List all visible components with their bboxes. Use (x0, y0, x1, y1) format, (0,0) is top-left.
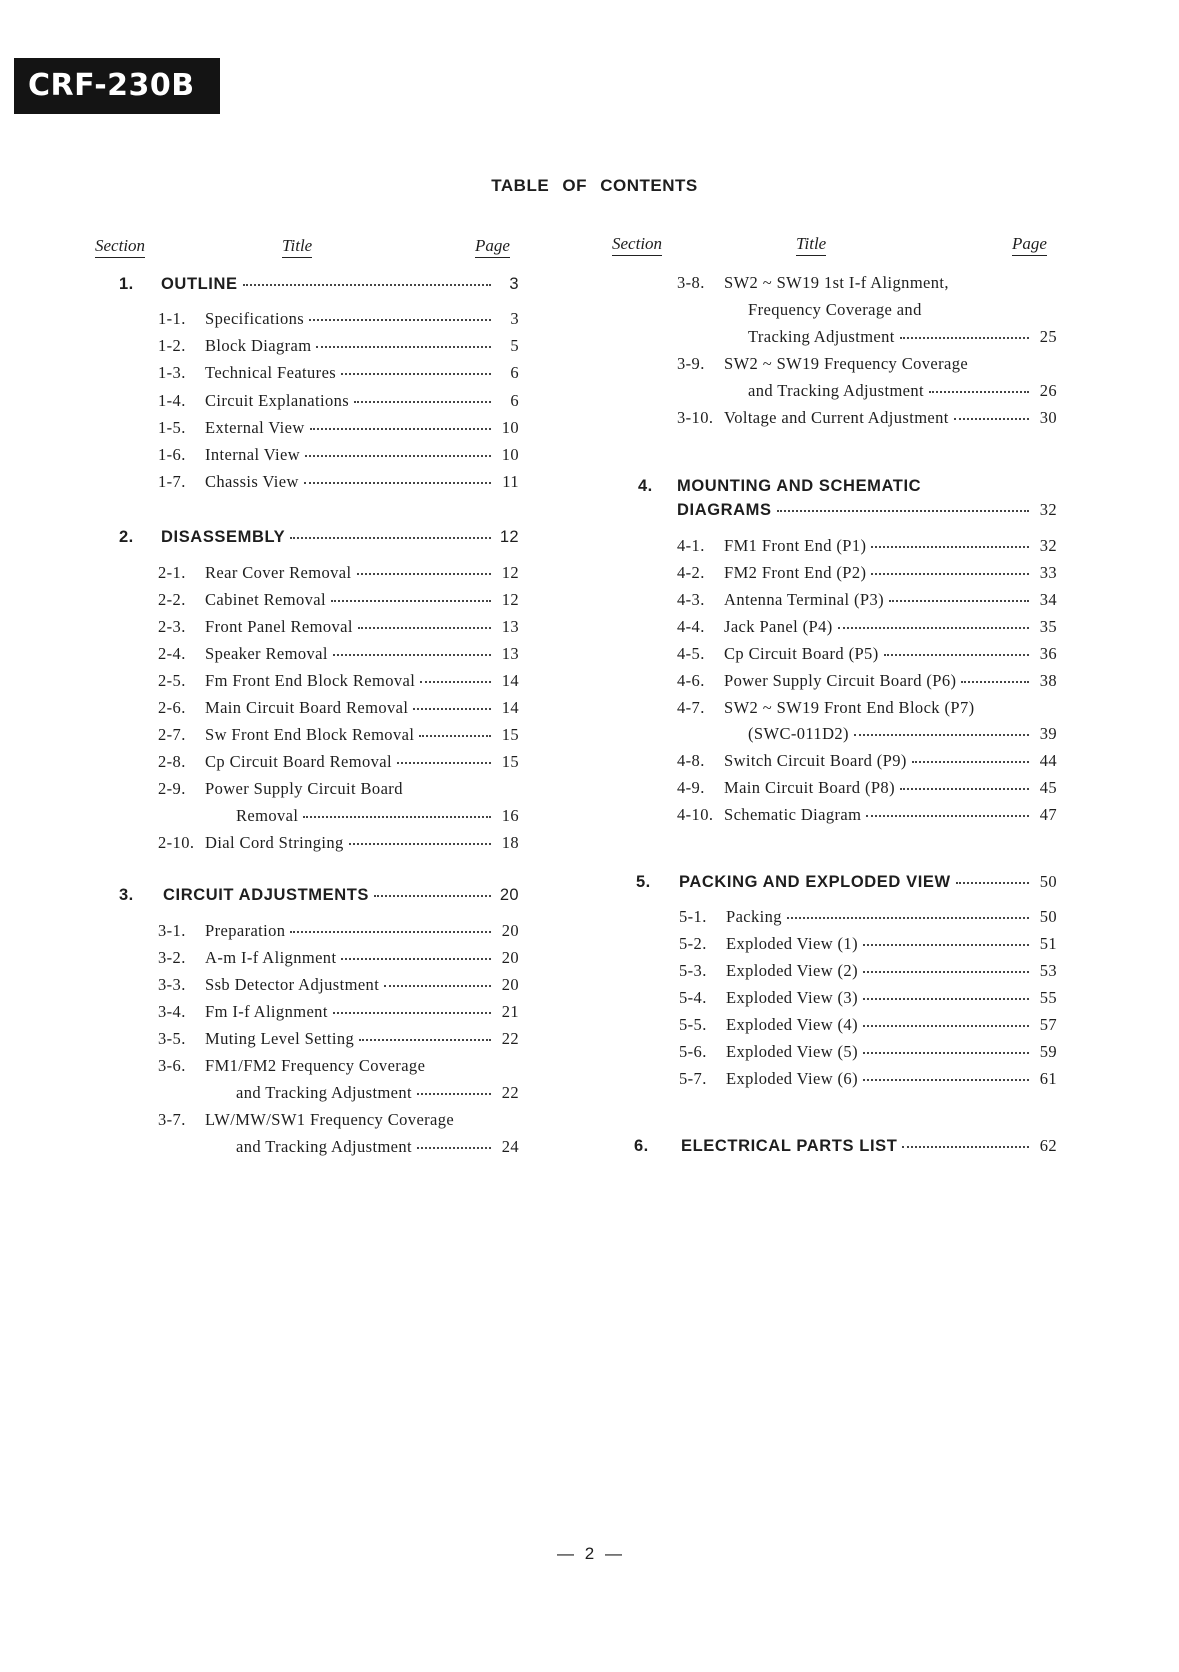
page-number: 22 (501, 1083, 519, 1102)
entry-title: Exploded View (6) (726, 1069, 858, 1088)
entry-number: 5-5. (679, 1015, 707, 1034)
page-number: 25 (1039, 327, 1057, 346)
section-number: 1. (119, 275, 134, 293)
page-number: 3 (510, 309, 519, 328)
entry-number: 3-2. (158, 948, 186, 967)
entry-title: Specifications (205, 309, 305, 328)
toc-entry[interactable] (158, 833, 519, 853)
page-number: 15 (501, 725, 519, 744)
toc-entry[interactable] (158, 1056, 425, 1076)
entry-title: FM1 Front End (P1) (724, 536, 867, 555)
entry-title: Switch Circuit Board (P9) (724, 751, 907, 770)
dot-leader (863, 1025, 1029, 1027)
section-title-continued: DIAGRAMS (677, 501, 772, 519)
entry-title: Jack Panel (P4) (724, 617, 833, 636)
section-number: 4. (638, 477, 653, 495)
toc-entry[interactable] (677, 590, 1057, 610)
entry-title: External View (205, 418, 305, 437)
toc-entry[interactable] (677, 751, 1057, 771)
dot-leader (304, 482, 491, 484)
entry-title: Fm I-f Alignment (205, 1002, 328, 1021)
page-number: 45 (1039, 778, 1057, 797)
toc-entry[interactable] (679, 1069, 1057, 1089)
entry-title: Fm Front End Block Removal (205, 671, 416, 690)
entry-title: Main Circuit Board (P8) (724, 778, 895, 797)
entry-title-continued: and Tracking Adjustment (236, 1137, 413, 1156)
page-number: 33 (1039, 563, 1057, 582)
dot-leader (863, 1079, 1029, 1081)
entry-title: Exploded View (3) (726, 988, 858, 1007)
dot-leader (787, 917, 1029, 919)
header-page: Page (1012, 234, 1047, 256)
page-number: 55 (1039, 988, 1057, 1007)
toc-entry[interactable] (158, 948, 519, 968)
entry-title: Muting Level Setting (205, 1029, 355, 1048)
toc-section-5[interactable] (636, 872, 1057, 892)
entry-title: Chassis View (205, 472, 299, 491)
toc-entry[interactable] (158, 1110, 454, 1130)
toc-entry[interactable] (158, 336, 519, 356)
entry-number: 2-2. (158, 590, 186, 609)
entry-title: Exploded View (5) (726, 1042, 858, 1061)
dot-leader (417, 1093, 491, 1095)
entry-number: 1-1. (158, 309, 186, 328)
toc-entry[interactable] (679, 1042, 1057, 1062)
dot-leader (309, 319, 491, 321)
dot-leader (310, 428, 491, 430)
entry-number: 1-7. (158, 472, 186, 491)
dot-leader (956, 882, 1029, 884)
page-number: 16 (501, 806, 519, 825)
toc-entry[interactable] (677, 408, 1057, 428)
dot-leader (397, 762, 491, 764)
entry-number: 1-3. (158, 363, 186, 382)
dot-leader (912, 761, 1029, 763)
toc-entry-continuation[interactable] (748, 327, 1057, 347)
toc-entry[interactable] (679, 988, 1057, 1008)
entry-title: FM1/FM2 Frequency Coverage (205, 1056, 426, 1075)
page-number: 50 (1039, 872, 1057, 891)
dot-leader (384, 985, 491, 987)
toc-section-1[interactable] (119, 275, 519, 294)
entry-title: Internal View (205, 445, 301, 464)
toc-entry-continuation[interactable] (236, 1083, 519, 1103)
entry-number: 4-2. (677, 563, 705, 582)
dot-leader (243, 284, 491, 286)
dot-leader (777, 510, 1029, 512)
toc-entry[interactable] (158, 644, 519, 664)
dot-leader (884, 654, 1029, 656)
dot-leader (871, 573, 1029, 575)
section-title: MOUNTING AND SCHEMATIC (677, 477, 922, 495)
page-number: 13 (501, 617, 519, 636)
toc-entry[interactable] (677, 536, 1057, 556)
dot-leader (863, 971, 1029, 973)
entry-number: 3-8. (677, 273, 705, 292)
dot-leader (331, 600, 491, 602)
entry-title-continued: Removal (236, 806, 299, 825)
toc-entry[interactable] (677, 644, 1057, 664)
page-number: 3 (509, 275, 519, 293)
entry-number: 4-5. (677, 644, 705, 663)
entry-number: 2-1. (158, 563, 186, 582)
toc-entry[interactable] (158, 671, 519, 691)
header-section: Section (612, 234, 662, 256)
page-number: 35 (1039, 617, 1057, 636)
page-number: 12 (499, 528, 519, 546)
section-title: OUTLINE (161, 275, 238, 293)
dot-leader (863, 944, 1029, 946)
entry-title: Cp Circuit Board (P5) (724, 644, 879, 663)
toc-entry[interactable] (679, 961, 1057, 981)
entry-title: SW2 ~ SW19 1st I-f Alignment, (724, 273, 949, 292)
entry-number: 1-2. (158, 336, 186, 355)
section-title: PACKING AND EXPLODED VIEW (679, 873, 951, 891)
toc-entry[interactable] (158, 309, 519, 329)
page-number: 20 (501, 975, 519, 994)
entry-number: 1-6. (158, 445, 186, 464)
entry-title: Ssb Detector Adjustment (205, 975, 380, 994)
entry-title: Preparation (205, 921, 286, 940)
page-number: 5 (510, 336, 519, 355)
dot-leader (871, 546, 1029, 548)
toc-entry-continuation[interactable] (236, 806, 519, 826)
page-number: 34 (1039, 590, 1057, 609)
header-page: Page (475, 236, 510, 258)
dot-leader (863, 1052, 1029, 1054)
page-number: 10 (501, 418, 519, 437)
entry-number: 4-3. (677, 590, 705, 609)
entry-number: 3-5. (158, 1029, 186, 1048)
section-title: DISASSEMBLY (161, 528, 286, 546)
section-number: 2. (119, 528, 134, 546)
entry-number: 3-6. (158, 1056, 186, 1075)
toc-entry[interactable] (158, 975, 519, 995)
page-number: 30 (1039, 408, 1057, 427)
page-number: 51 (1039, 934, 1057, 953)
toc-entry[interactable] (158, 1002, 519, 1022)
entry-title: Rear Cover Removal (205, 563, 352, 582)
entry-title: Exploded View (2) (726, 961, 858, 980)
entry-title: Technical Features (205, 363, 337, 382)
toc-entry[interactable] (677, 354, 968, 374)
entry-title: SW2 ~ SW19 Front End Block (P7) (724, 698, 975, 717)
toc-entry[interactable] (677, 617, 1057, 637)
dot-leader (863, 998, 1029, 1000)
entry-number: 3-1. (158, 921, 186, 940)
page-number: 14 (501, 671, 519, 690)
entry-number: 1-5. (158, 418, 186, 437)
entry-number: 4-7. (677, 698, 705, 717)
dot-leader (900, 788, 1029, 790)
toc-entry[interactable] (158, 698, 519, 718)
entry-number: 4-8. (677, 751, 705, 770)
section-number: 5. (636, 873, 651, 891)
entry-number: 2-10. (158, 833, 195, 852)
toc-entry[interactable] (158, 617, 519, 637)
page-number: 21 (501, 1002, 519, 1021)
toc-entry[interactable] (158, 752, 519, 772)
toc-entry[interactable] (677, 778, 1057, 798)
entry-title: Front Panel Removal (205, 617, 353, 636)
toc-entry-continuation[interactable] (748, 381, 1057, 401)
entry-title: A-m I-f Alignment (205, 948, 337, 967)
page-number: 12 (501, 590, 519, 609)
dot-leader (333, 654, 491, 656)
page-number: 20 (501, 948, 519, 967)
entry-title-continued: Tracking Adjustment (748, 327, 895, 346)
entry-number: 5-6. (679, 1042, 707, 1061)
entry-title: Schematic Diagram (724, 805, 862, 824)
entry-title: Speaker Removal (205, 644, 328, 663)
entry-title: Exploded View (4) (726, 1015, 858, 1034)
dot-leader (854, 734, 1029, 736)
dot-leader (357, 573, 492, 575)
toc-entry[interactable] (158, 418, 519, 438)
page-number: 14 (501, 698, 519, 717)
entry-number: 4-9. (677, 778, 705, 797)
entry-number: 2-4. (158, 644, 186, 663)
toc-entry[interactable] (158, 590, 519, 610)
page-number: 18 (501, 833, 519, 852)
entry-number: 4-6. (677, 671, 705, 690)
toc-entry[interactable] (158, 363, 519, 383)
toc-entry[interactable] (677, 671, 1057, 691)
page-number: 13 (501, 644, 519, 663)
toc-entry[interactable] (158, 472, 519, 492)
entry-title: Exploded View (1) (726, 934, 858, 953)
dot-leader (900, 337, 1029, 339)
toc-section-4-continuation[interactable] (677, 500, 1057, 520)
entry-title: Antenna Terminal (P3) (724, 590, 884, 609)
entry-title: Power Supply Circuit Board (205, 779, 403, 798)
toc-entry[interactable] (158, 563, 519, 583)
page-number: 11 (502, 472, 519, 491)
section-number: 3. (119, 886, 134, 904)
entry-number: 5-1. (679, 907, 707, 926)
toc-entry[interactable] (158, 445, 519, 465)
entry-title: Main Circuit Board Removal (205, 698, 409, 717)
entry-number: 3-3. (158, 975, 186, 994)
entry-number: 5-7. (679, 1069, 707, 1088)
dot-leader (954, 418, 1029, 420)
page-number: 24 (501, 1137, 519, 1156)
entry-title: Cabinet Removal (205, 590, 327, 609)
entry-number: 5-3. (679, 961, 707, 980)
model-badge: CRF-230B (14, 58, 220, 114)
toc-section-2[interactable] (119, 528, 519, 547)
section-title: ELECTRICAL PARTS LIST (681, 1137, 898, 1155)
entry-title-continued: and Tracking Adjustment (748, 381, 925, 400)
entry-title: Cp Circuit Board Removal (205, 752, 392, 771)
entry-number: 2-6. (158, 698, 186, 717)
dot-leader (419, 735, 491, 737)
entry-title: SW2 ~ SW19 Frequency Coverage (724, 354, 969, 373)
entry-title: Circuit Explanations (205, 391, 350, 410)
entry-title: Dial Cord Stringing (205, 833, 344, 852)
entry-title: Voltage and Current Adjustment (724, 408, 949, 427)
entry-title: Sw Front End Block Removal (205, 725, 415, 744)
page-number: 39 (1039, 724, 1057, 743)
dot-leader (358, 627, 491, 629)
toc-section-4[interactable] (638, 477, 921, 496)
toc-entry[interactable] (158, 391, 519, 411)
toc-entry[interactable] (158, 1029, 519, 1049)
entry-number: 2-5. (158, 671, 186, 690)
dot-leader (374, 895, 491, 897)
entry-number: 3-10. (677, 408, 714, 427)
dot-leader (420, 681, 491, 683)
toc-entry[interactable] (158, 921, 519, 941)
entry-number: 1-4. (158, 391, 186, 410)
entry-number: 4-10. (677, 805, 714, 824)
page-number: 53 (1039, 961, 1057, 980)
page-number: 44 (1039, 751, 1057, 770)
entry-number: 3-4. (158, 1002, 186, 1021)
dot-leader (866, 815, 1029, 817)
page-number: 61 (1039, 1069, 1057, 1088)
toc-title: TABLE OF CONTENTS (491, 176, 698, 195)
dot-leader (341, 373, 491, 375)
toc-entry-continuation[interactable] (748, 724, 1057, 744)
entry-title: Power Supply Circuit Board (P6) (724, 671, 957, 690)
dot-leader (341, 958, 491, 960)
header-title: Title (282, 236, 312, 258)
page-number: 32 (1039, 500, 1057, 519)
entry-number: 3-7. (158, 1110, 186, 1129)
entry-number: 2-3. (158, 617, 186, 636)
dot-leader (961, 681, 1029, 683)
page-number: 26 (1039, 381, 1057, 400)
page-number: 32 (1039, 536, 1057, 555)
page-number: 57 (1039, 1015, 1057, 1034)
entry-number: 4-4. (677, 617, 705, 636)
page-number: 22 (501, 1029, 519, 1048)
section-title: CIRCUIT ADJUSTMENTS (163, 886, 370, 904)
toc-entry[interactable] (677, 563, 1057, 583)
dot-leader (902, 1146, 1029, 1148)
entry-number: 2-9. (158, 779, 186, 798)
page-number: 12 (501, 563, 519, 582)
toc-section-6[interactable] (634, 1136, 1057, 1156)
dot-leader (889, 600, 1029, 602)
entry-title: FM2 Front End (P2) (724, 563, 867, 582)
page-number: 6 (510, 363, 519, 382)
toc-entry[interactable] (679, 1015, 1057, 1035)
entry-number: 2-7. (158, 725, 186, 744)
section-number: 6. (634, 1137, 649, 1155)
dot-leader (929, 391, 1029, 393)
header-section: Section (95, 236, 145, 258)
toc-entry[interactable] (677, 805, 1057, 825)
toc-section-3[interactable] (119, 886, 519, 905)
header-title: Title (796, 234, 826, 256)
dot-leader (413, 708, 491, 710)
toc-entry-continuation: Frequency Coverage and (748, 300, 922, 319)
page-number: 15 (501, 752, 519, 771)
dot-leader (305, 455, 491, 457)
entry-title-continued: (SWC-011D2) (748, 724, 849, 743)
dot-leader (359, 1039, 491, 1041)
entry-title-continued: and Tracking Adjustment (236, 1083, 413, 1102)
entry-title: LW/MW/SW1 Frequency Coverage (205, 1110, 455, 1129)
toc-entry[interactable] (677, 273, 949, 293)
entry-title: Packing (726, 907, 782, 926)
entry-title: Block Diagram (205, 336, 312, 355)
dot-leader (349, 843, 491, 845)
entry-number: 3-9. (677, 354, 705, 373)
toc-entry-continuation[interactable] (236, 1137, 519, 1157)
page-number: 6 (510, 391, 519, 410)
toc-entry[interactable] (679, 907, 1057, 927)
page-number: 38 (1039, 671, 1057, 690)
dot-leader (290, 537, 491, 539)
page-number: 20 (499, 886, 519, 904)
dot-leader (303, 816, 491, 818)
entry-number: 5-2. (679, 934, 707, 953)
entry-number: 2-8. (158, 752, 186, 771)
entry-number: 4-1. (677, 536, 705, 555)
page-number: 10 (501, 445, 519, 464)
toc-entry[interactable] (158, 779, 403, 799)
toc-entry[interactable] (158, 725, 519, 745)
dot-leader (354, 401, 491, 403)
page-number: 59 (1039, 1042, 1057, 1061)
page-number: 47 (1039, 805, 1057, 824)
dot-leader (290, 931, 491, 933)
page-number: 20 (501, 921, 519, 940)
entry-number: 5-4. (679, 988, 707, 1007)
dot-leader (316, 346, 491, 348)
page-number: 62 (1039, 1136, 1057, 1155)
page-number: 50 (1039, 907, 1057, 926)
toc-entry[interactable] (679, 934, 1057, 954)
toc-entry[interactable] (677, 698, 975, 718)
dot-leader (333, 1012, 491, 1014)
page-number: 36 (1039, 644, 1057, 663)
footer-page-number: — 2 — (557, 1544, 622, 1563)
dot-leader (838, 627, 1029, 629)
dot-leader (417, 1147, 491, 1149)
